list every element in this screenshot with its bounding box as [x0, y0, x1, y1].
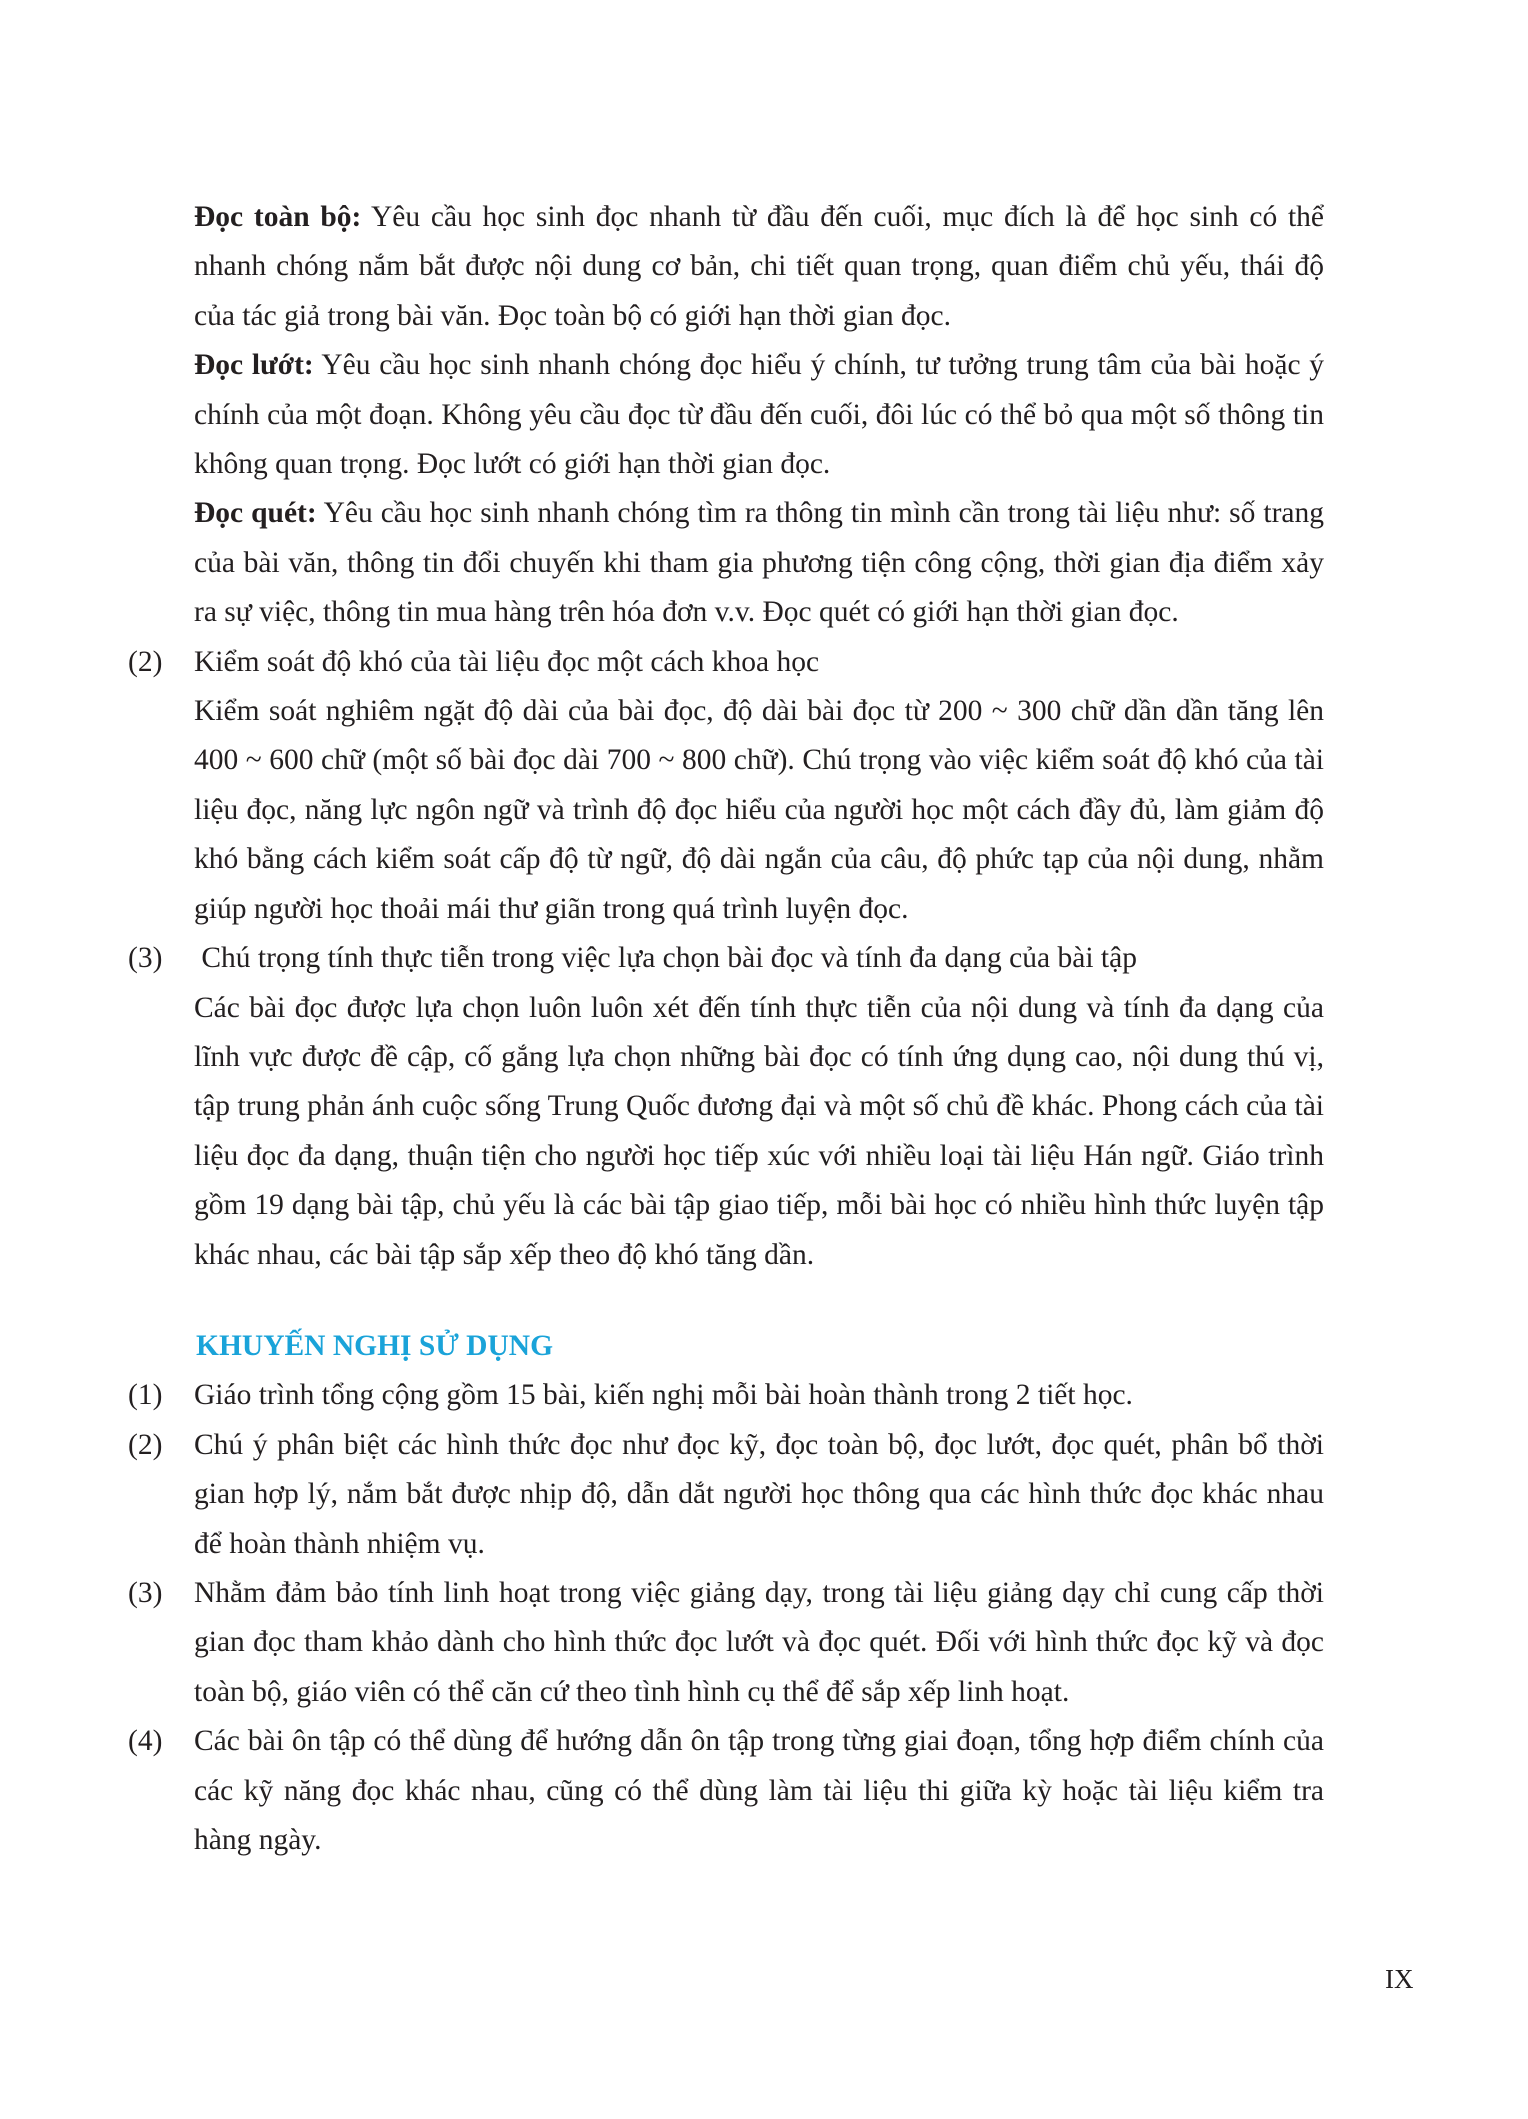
recommendation-text: Giáo trình tổng cộng gồm 15 bài, kiến nghị mỗi bài hoàn thành trong 2 tiết học. — [194, 1379, 1133, 1412]
reading-form-skim — [128, 341, 1324, 489]
recommendation-number: (1) — [128, 1379, 163, 1412]
recommendation-text: Nhằm đảm bảo tính linh hoạt trong việc giảng dạy, trong tài liệu giảng dạy chỉ cung cấp thời gian đọc tham khảo dành cho hình thức đọc lướt và đọc quét. Đối với hình thức đọc kỹ và đọc toàn bộ, giáo viên có thể căn cứ theo tình hình cụ thể để sắp xếp linh hoạt. — [194, 1576, 1324, 1708]
reading-form-full-text: Yêu cầu học sinh đọc nhanh từ đầu đến cuối, mục đích là để học sinh có thể nhanh chóng nắm bắt được nội dung cơ bản, chi tiết quan trọng, quan điểm chủ yếu, thái độ của tác giả trong bài văn. Đọc toàn bộ có giới hạn thời gian đọc. — [194, 201, 1324, 332]
reading-form-skim-text: Yêu cầu học sinh nhanh chóng đọc hiểu ý chính, tư tưởng trung tâm của bài hoặc ý chính của một đoạn. Không yêu cầu đọc từ đầu đến cuối, đôi lúc có thể bỏ qua một số thông tin không quan trọng. Đọc lướt có giới hạn thời gian đọc. — [194, 349, 1324, 481]
feature-title: Kiểm soát độ khó của tài liệu đọc một cách khoa học — [194, 645, 820, 678]
feature-body: Các bài đọc được lựa chọn luôn luôn xét đến tính thực tiễn của nội dung và tính đa dạng của lĩnh vực được đề cập, cố gắng lựa chọn những bài đọc có tính ứng dụng cao, nội dung thú vị, tập trung phản ánh cuộc sống Trung Quốc đương đại và một số chủ đề khác. Phong cách của tài liệu đọc đa dạng, thuận tiện cho người học tiếp xúc với nhiều loại tài liệu Hán ngữ. Giáo trình gồm 19 dạng bài tập, chủ yếu là các bài tập giao tiếp, mỗi bài học có nhiều hình thức luyện tập khác nhau, các bài tập sắp xếp theo độ khó tăng dần. — [194, 991, 1324, 1271]
recommendation-text: Chú ý phân biệt các hình thức đọc như đọc kỹ, đọc toàn bộ, đọc lướt, đọc quét, phân bổ thời gian hợp lý, nắm bắt được nhịp độ, dẫn dắt người học thông qua các hình thức đọc khác nhau để hoàn thành nhiệm vụ. — [194, 1428, 1324, 1560]
recommendation-number: (4) — [128, 1725, 163, 1758]
page-number: IX — [1385, 1964, 1414, 1994]
recommendation-number: (2) — [128, 1428, 163, 1461]
recommendation-number: (3) — [128, 1576, 163, 1609]
recommendation-item — [128, 1371, 1324, 1420]
recommendation-item — [128, 1421, 1324, 1569]
section-heading: KHUYẾN NGHỊ SỬ DỤNG — [196, 1329, 554, 1362]
feature-number: (3) — [128, 942, 163, 975]
feature-item — [128, 934, 1324, 1280]
recommendation-item — [128, 1717, 1324, 1865]
term-doc-toan-bo: Đọc toàn bộ: — [194, 201, 362, 233]
feature-title: Chú trọng tính thực tiễn trong việc lựa chọn bài đọc và tính đa dạng của bài tập — [194, 942, 1137, 975]
recommendation-item — [128, 1569, 1324, 1717]
page-content — [128, 193, 1324, 1865]
recommendation-text: Các bài ôn tập có thể dùng để hướng dẫn ôn tập trong từng giai đoạn, tổng hợp điểm chính của các kỹ năng đọc khác nhau, cũng có thể dùng làm tài liệu thi giữa kỳ hoặc tài liệu kiểm tra hàng ngày. — [194, 1725, 1324, 1856]
reading-form-scan-text: Yêu cầu học sinh nhanh chóng tìm ra thông tin mình cần trong tài liệu như: số trang của bài văn, thông tin đổi chuyến khi tham gia phương tiện công cộng, thời gian địa điểm xảy ra sự việc, thông tin mua hàng trên hóa đơn v.v. Đọc quét có giới hạn thời gian đọc. — [194, 497, 1325, 629]
term-doc-quet: Đọc quét: — [194, 497, 317, 530]
feature-body: Kiểm soát nghiêm ngặt độ dài của bài đọc, độ dài bài đọc từ 200 ~ 300 chữ dần dần tăng lên 400 ~ 600 chữ (một số bài đọc dài 700 ~ 800 chữ). Chú trọng vào việc kiểm soát độ khó của tài liệu đọc, năng lực ngôn ngữ và trình độ đọc hiểu của người học một cách đầy đủ, làm giảm độ khó bằng cách kiểm soát cấp độ từ ngữ, độ dài ngắn của câu, độ phức tạp của nội dung, nhằm giúp người học thoải mái thư giãn trong quá trình luyện đọc. — [194, 695, 1324, 925]
term-doc-luot: Đọc lướt: — [194, 349, 314, 382]
reading-form-full — [128, 193, 1324, 341]
feature-item — [128, 638, 1324, 934]
feature-number: (2) — [128, 645, 163, 678]
reading-form-scan — [128, 489, 1324, 637]
